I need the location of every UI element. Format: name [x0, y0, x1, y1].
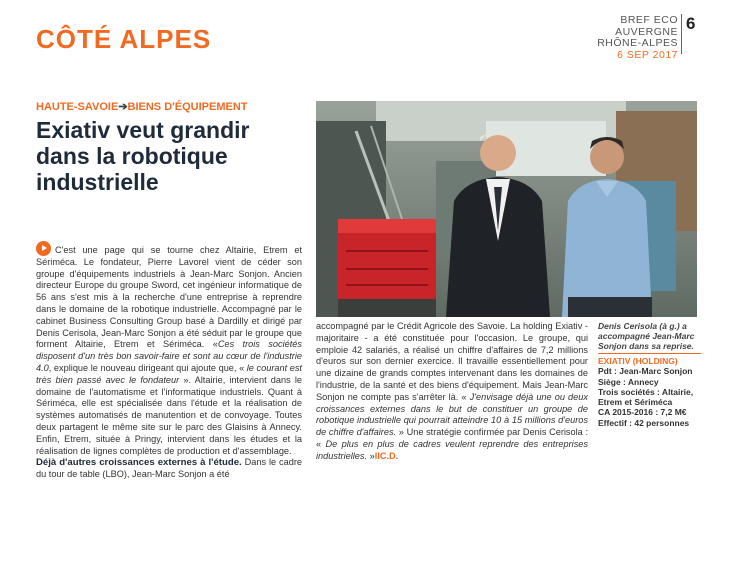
body-text: »: [369, 450, 375, 461]
play-arrow-icon: [36, 241, 51, 256]
masthead-line: RHÔNE-ALPES: [597, 37, 678, 49]
masthead-line: BREF ECO: [620, 14, 678, 26]
page-number-divider: [681, 14, 682, 54]
info-box-line: Pdt : Jean-Marc Sonjon: [598, 366, 693, 377]
quote-text: J'envisage déjà une ou deux croissances externes dans le but de constituer un groupe de robotique industrielle qui pourrait atteindre 10 à 15 millions d'euros de chiffre d'affaires.: [316, 391, 588, 438]
subheading: Déjà d'autres croissances externes à l'étude.: [36, 457, 242, 469]
article-column-1: C'est une page qui se tourne chez Altairie, Etrem et Sériméca. Le fondateur, Pierre Lavorel vient de céder son groupe d'équipements industriels à Jean-Marc Sonjon. Ancien directeur Europe du groupe Sword, cet ingénieur informatique de 56 ans s'est mis à la recherche d'une entreprise à reprendre dans le domaine de la robotique industrielle. Accompagné par le cabinet Business Consulting Group basé à Dardilly et dirigé par Denis Cerisola, Jean-Marc Sonjon a été séduit par le groupe que forment Altairie, Etrem et Sériméca. «Ces trois sociétés disposent d'un très bon savoir-faire et sont au cœur de l'industrie 4.0, explique le nouveau dirigeant qui ajoute que, « le courant est très bien passé avec le fondateur ». Altairie, intervient dans le domaine de l'automatisme et l'informatique industriels. Quant à Sériméca, elle est spécialisée dans l'étude et la réalisation de systèmes automatisés de manutention et de convoyage. Toutes deux partagent le même site sur le parc des Glaisins à Annecy. Enfin, Etrem, située à Pringy, intervient dans les études et la réalisation de lignes complètes de production et d'assemblage. Déjà d'autres croissances externes à l'étude. Dans le cadre du tour de table (LBO), Jean-Marc Sonjon a été: [36, 241, 302, 481]
photo-illustration: [316, 101, 697, 317]
section-title: CÔTÉ ALPES: [36, 24, 212, 54]
article-headline: Exiativ veut grandir dans la robotique industrielle: [36, 117, 250, 195]
quote-text: De plus en plus de cadres veulent reprendre des entreprises industrielles.: [316, 438, 588, 461]
masthead-line: AUVERGNE: [615, 25, 678, 38]
masthead: [597, 15, 678, 61]
kicker-arrow-icon: ➔: [118, 101, 128, 113]
body-text: accompagné par le Crédit Agricole des Savoie. La holding Exiativ - majoritaire - a été constituée pour l'occasion. Le groupe, qui emploie 42 salariés, a réalisé un chiffre d'affaires de 7,2 millions d'euros sur son dernier exercice. Il travaille essentiellement pour une dizaine de grands comptes intervenant dans les domaines de l'industrie, de la santé et des biens d'équipement. Mais Jean-Marc Sonjon ne compte pas s'arrêter là. «: [316, 321, 588, 402]
article-column-2: [316, 321, 588, 463]
body-text: » Une stratégie confirmée par Denis Cerisola : «: [316, 427, 589, 449]
article-photo: [316, 101, 697, 317]
info-box: [598, 353, 701, 428]
info-box-line: Trois sociétés : Altairie, Etrem et Sériméca: [598, 386, 694, 408]
author-signature: IIC.D.: [374, 450, 399, 461]
info-box-title: EXIATIV (HOLDING): [598, 356, 678, 366]
page-number: 6: [686, 14, 696, 33]
quote-text: Ces trois sociétés disposent d'un très bon savoir-faire et sont au cœur de l'industrie 4.0: [36, 339, 302, 373]
quote-text: le courant est très bien passé avec le fondateur: [36, 362, 302, 385]
kicker-region: HAUTE-SAVOIE: [36, 101, 119, 113]
body-text: C'est une page qui se tourne chez Altairie, Etrem et Sériméca. Le fondateur, Pierre Lavorel vient de céder son groupe d'équipements industriels à Jean-Marc Sonjon. Ancien directeur Europe du groupe Sword, cet ingénieur informatique de 56 ans s'est mis à la recherche d'une entreprise à reprendre dans le domaine de la robotique industrielle. Accompagné par le cabinet Business Consulting Group basé à Dardilly et dirigé par Denis Cerisola, Jean-Marc Sonjon a été séduit par le groupe que forment Altairie, Etrem et Sériméca. «: [36, 245, 302, 350]
info-box-line: Effectif : 42 personnes: [598, 417, 690, 428]
info-box-line: Siège : Annecy: [598, 376, 659, 387]
body-text: , explique le nouveau dirigeant qui ajoute que,: [48, 362, 237, 373]
body-text: Dans le cadre du tour de table (LBO), Jean-Marc Sonjon a été: [36, 457, 302, 480]
kicker-topic: BIENS D'ÉQUIPEMENT: [127, 101, 248, 113]
issue-date: 6 SEP 2017: [617, 48, 678, 61]
info-box-line: CA 2015-2016 : 7,2 M€: [598, 407, 687, 418]
kicker: [36, 100, 248, 113]
body-text: ». Altairie, intervient dans le domaine de l'automatisme et l'informatique industriels. Quant à Sériméca, elle est spécialisée dans l'étude et la réalisation de systèmes automatisés de manutention et de convoyage. Toutes deux partagent le même site sur le parc des Glaisins à Annecy. Enfin, Etrem, située à Pringy, intervient dans les études et la réalisation de lignes complètes de production et d'assemblage.: [36, 374, 302, 456]
photo-caption: Denis Cerisola (à g.) a accompagné Jean-Marc Sonjon dans sa reprise.: [598, 321, 695, 351]
